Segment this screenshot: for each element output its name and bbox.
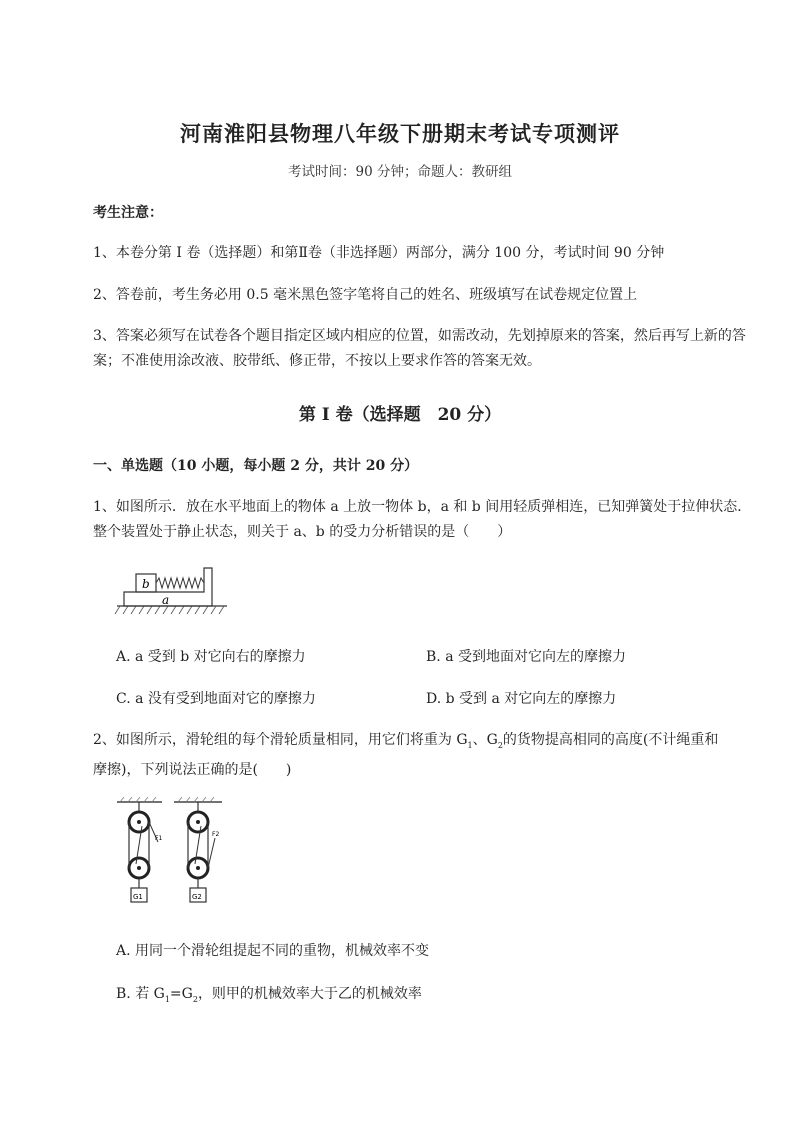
q2-option-b-part2: =G: [169, 986, 193, 1002]
force-f1-label: F1: [155, 835, 163, 842]
question-1-stem: 1、如图所示．放在水平地面上的物体 a 上放一物体 b，a 和 b 间用轻质弹相连，已知弹簧处于拉伸状态．整个装置处于静止状态，则关于 a、b 的受力分析错误的是（ ）: [93, 499, 752, 540]
part-heading: 一、单选题（10 小题，每小题 2 分，共计 20 分）: [93, 458, 419, 474]
pulley-figure: [112, 796, 242, 916]
q1-option-a[interactable]: A. a 受到 b 对它向右的摩擦力: [116, 649, 306, 665]
exam-info: 考试时间：90 分钟；命题人：教研组: [288, 164, 512, 180]
q2-option-b-sub2: 2: [192, 994, 198, 1004]
force-f2-label: F2: [212, 831, 220, 838]
q2-stem-sub2: 2: [497, 740, 503, 750]
notice-item-1: 1、本卷分第 I 卷（选择题）和第Ⅱ卷（非选择题）两部分，满分 100 分，考试时间 90 分钟: [93, 245, 665, 261]
q2-option-b-part3: ，则甲的机械效率大于乙的机械效率: [197, 986, 422, 1002]
block-a-label: a: [162, 593, 170, 607]
section-title: 第 I 卷（选择题 20 分）: [298, 405, 502, 425]
q2-option-b-sub1: 1: [164, 994, 170, 1004]
q2-option-b-part1: B. 若 G: [116, 986, 165, 1002]
q1-option-c[interactable]: C. a 没有受到地面对它的摩擦力: [116, 691, 316, 707]
block-spring-figure: [112, 562, 232, 622]
question-2-stem: [93, 728, 753, 783]
q2-option-b[interactable]: [116, 983, 422, 1004]
q1-option-d[interactable]: D. b 受到 a 对它向左的摩擦力: [426, 691, 617, 707]
block-b-label: b: [142, 577, 150, 591]
q2-stem-part2: 、G: [472, 732, 498, 748]
notice-item-2: 2、答卷前，考生务必用 0.5 毫米黑色签字笔将自己的姓名、班级填写在试卷规定位置上: [93, 287, 638, 303]
q2-stem-sub1: 1: [467, 740, 473, 750]
q2-stem-line2: 摩擦)，下列说法正确的是( ): [93, 761, 292, 778]
notice-item-3: 3、答案必须写在试卷各个题目指定区域内相应的位置，如需改动，先划掉原来的答案，然后再写上新的答案；不准使用涂改液、胶带纸、修正带，不按以上要求作答的答案无效。: [93, 328, 746, 369]
q2-stem-part1: 2、如图所示，滑轮组的每个滑轮质量相同，用它们将重为 G: [93, 732, 468, 748]
notice-heading: 考生注意：: [93, 205, 163, 221]
page-title: 河南淮阳县物理八年级下册期末考试专项测评: [180, 121, 620, 146]
q1-option-b[interactable]: B. a 受到地面对它向左的摩擦力: [426, 649, 626, 665]
q2-stem-part3: 的货物提高相同的高度(不计绳重和: [502, 732, 719, 748]
weight-g1-label: G1: [133, 893, 143, 901]
weight-g2-label: G2: [192, 893, 202, 901]
q2-option-a[interactable]: A. 用同一个滑轮组提起不同的重物，机械效率不变: [116, 943, 430, 959]
